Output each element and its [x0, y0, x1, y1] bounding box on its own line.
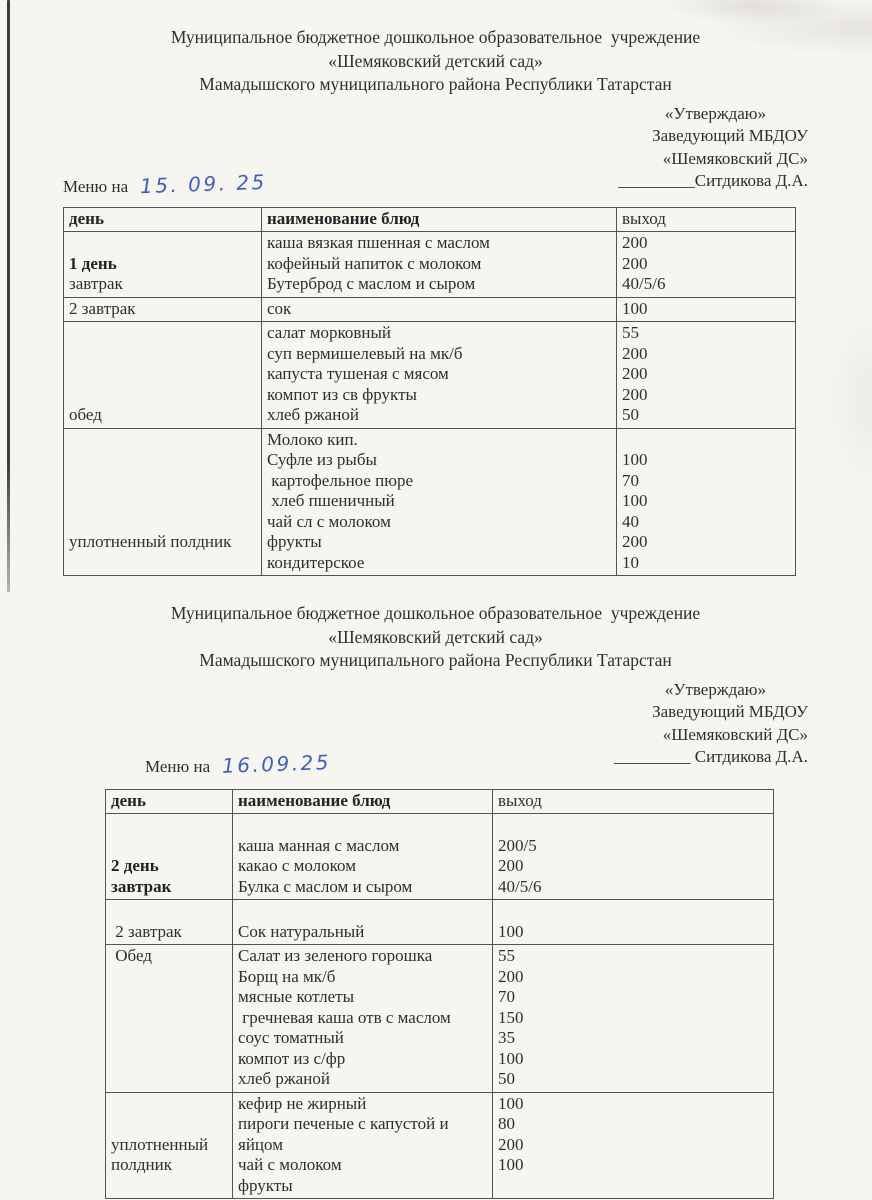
handwritten-date: 16.09.25	[221, 749, 332, 778]
day-cell	[64, 297, 262, 322]
meal-label-line	[69, 491, 255, 512]
meal-label-line	[69, 385, 255, 406]
dish-line: суп вермишелевый на мк/б	[267, 343, 463, 363]
dish-line: кондитерское	[267, 552, 365, 572]
meal-label-line: завтрак	[69, 274, 123, 293]
portion-line: 40	[622, 511, 639, 531]
portion-line	[498, 901, 767, 922]
portion-line: 100	[498, 921, 524, 941]
menu-page-day2	[63, 602, 808, 1199]
dishes-cell	[262, 232, 617, 298]
portion-line: 100	[498, 1093, 524, 1113]
dish-line: какао с молоком	[238, 856, 356, 875]
menu-page-day1	[63, 26, 808, 576]
menu-date-label: Меню на	[63, 176, 129, 196]
portion-line: 200/5	[498, 835, 537, 855]
output-cell	[617, 297, 796, 322]
dishes-cell	[233, 814, 493, 900]
meal-label-line	[111, 1114, 226, 1135]
portion-line: 200	[622, 233, 648, 252]
dish-line: капуста тушеная с мясом	[267, 364, 449, 383]
output-cell	[617, 232, 796, 298]
portion-line: 70	[622, 470, 639, 490]
output-cell	[493, 945, 774, 1093]
meal-label-line	[69, 364, 255, 385]
table-header-cell-0	[106, 789, 233, 814]
dishes-cell	[233, 900, 493, 945]
portion-line	[622, 430, 789, 451]
dish-line: каша вязкая пшенная с маслом	[267, 233, 490, 252]
dish-line: пироги печеные с капустой и	[238, 1114, 449, 1133]
approval-org-short: «Шемяковский ДС»	[662, 148, 808, 168]
portion-line: 200	[622, 343, 648, 363]
portion-line	[498, 815, 767, 836]
meal-label-line	[69, 471, 255, 492]
approval-signature: _________Ситдикова Д.А.	[618, 171, 808, 190]
portion-line: 100	[498, 1155, 524, 1174]
portion-line: 100	[498, 1048, 524, 1068]
dish-line: гречневая каша отв с маслом	[238, 1007, 451, 1027]
meal-label-line: Обед	[111, 946, 152, 965]
meal-label-line	[69, 450, 255, 471]
day-cell	[106, 814, 233, 900]
org-header	[63, 602, 808, 673]
dish-line: хлеб пшеничный	[267, 491, 395, 510]
portion-line: 80	[498, 1114, 515, 1133]
portion-line: 50	[498, 1069, 515, 1088]
portion-line: 200	[498, 856, 524, 875]
org-header	[63, 26, 808, 97]
header-label: выход	[498, 790, 542, 810]
dish-line: Суфле из рыбы	[267, 450, 377, 469]
header-label: выход	[622, 208, 666, 228]
approval-head-title: Заведующий МБДОУ	[652, 126, 808, 145]
meal-label-line	[111, 901, 226, 922]
meal-label-line	[69, 512, 255, 533]
day-cell	[106, 900, 233, 945]
portion-line: 200	[622, 253, 648, 273]
day-cell	[64, 428, 262, 576]
meal-label-line	[111, 1094, 226, 1115]
output-cell	[617, 322, 796, 429]
table-header-cell-1	[233, 789, 493, 814]
day-cell	[106, 1092, 233, 1199]
header-label: день	[111, 790, 146, 810]
org-name-line: Муниципальное бюджетное дошкольное образовательное учреждение	[170, 603, 701, 623]
portion-line: 35	[498, 1028, 515, 1047]
menu-table-day1	[63, 207, 796, 577]
dish-line: салат морковный	[267, 323, 392, 342]
dishes-cell	[262, 322, 617, 429]
approval-utverzhdayu: «Утверждаю»	[664, 103, 766, 123]
table-row	[106, 1092, 774, 1199]
dish-line: кефир не жирный	[238, 1093, 367, 1113]
table-row	[64, 322, 796, 429]
dish-line	[238, 815, 486, 836]
approval-utverzhdayu: «Утверждаю»	[664, 679, 766, 699]
org-name-line: Муниципальное бюджетное дошкольное образовательное учреждение	[170, 27, 701, 47]
dishes-cell	[233, 945, 493, 1093]
org-kindergarten-line: «Шемяковский детский сад»	[328, 50, 543, 71]
portion-line	[498, 1176, 767, 1197]
table-row	[106, 814, 774, 900]
meal-label-line	[111, 1176, 226, 1197]
portion-line: 100	[622, 298, 648, 318]
portion-line: 55	[498, 946, 515, 965]
dish-line: чай сл с молоком	[267, 511, 391, 531]
meal-label-line: уплотненный	[111, 1134, 209, 1154]
table-header-cell-2	[617, 207, 796, 232]
meal-label-line: обед	[69, 405, 102, 424]
portion-line: 200	[498, 1134, 524, 1154]
table-row	[106, 900, 774, 945]
output-cell	[493, 814, 774, 900]
header-label: наименование блюд	[238, 790, 391, 810]
dishes-cell	[262, 297, 617, 322]
day-cell	[64, 322, 262, 429]
approval-signature: _________ Ситдикова Д.А.	[613, 747, 808, 766]
dish-line: сок	[267, 298, 292, 318]
meal-label-line: уплотненный полдник	[69, 532, 232, 551]
meal-label-line: 2 завтрак	[69, 298, 136, 318]
dish-line: Борщ на мк/б	[238, 966, 336, 986]
portion-line: 200	[498, 966, 524, 986]
portion-line: 200	[622, 532, 648, 551]
portion-line: 50	[622, 405, 639, 424]
portion-line: 10	[622, 552, 639, 572]
table-row	[64, 232, 796, 298]
day-cell	[64, 232, 262, 298]
output-cell	[493, 900, 774, 945]
menu-date-label: Меню на	[145, 756, 211, 776]
dish-line: хлеб ржаной	[267, 405, 359, 424]
approval-head-title: Заведующий МБДОУ	[652, 702, 808, 721]
header-label: наименование блюд	[267, 208, 420, 228]
meal-label-line	[69, 553, 255, 574]
table-header-cell-1	[262, 207, 617, 232]
meal-label-line	[69, 323, 255, 344]
menu-table-day2	[105, 789, 774, 1200]
portion-line: 100	[622, 450, 648, 469]
portion-line: 55	[622, 323, 639, 342]
table-row	[64, 428, 796, 576]
meal-label-line: завтрак	[111, 876, 172, 896]
dish-line: чай с молоком	[238, 1155, 342, 1174]
portion-line: 100	[622, 491, 648, 510]
output-cell	[617, 428, 796, 576]
dish-line: Бутерброд с маслом и сыром	[267, 274, 476, 293]
dish-line: кофейный напиток с молоком	[267, 253, 482, 273]
portion-line: 200	[622, 364, 648, 383]
table-header-cell-2	[493, 789, 774, 814]
meal-label-line: полдник	[111, 1155, 172, 1174]
org-district-line: Мамадышского муниципального района Республики Татарстан	[199, 74, 672, 94]
dish-line: соус томатный	[238, 1028, 344, 1047]
day-cell	[106, 945, 233, 1093]
table-header-row	[64, 207, 796, 232]
dish-line: Молоко кип.	[267, 429, 358, 449]
dish-line: Сок натуральный	[238, 921, 365, 941]
org-district-line: Мамадышского муниципального района Республики Татарстан	[199, 650, 672, 670]
meal-label-line: 1 день	[69, 253, 117, 273]
output-cell	[493, 1092, 774, 1199]
meal-label-line: 2 завтрак	[111, 921, 182, 941]
dish-line: яйцом	[238, 1134, 283, 1154]
meal-label-line	[111, 815, 226, 836]
meal-label-line: 2 день	[111, 856, 159, 875]
portion-line: 40/5/6	[498, 876, 542, 896]
dish-line: компот из с/фр	[238, 1048, 346, 1068]
meal-label-line	[69, 233, 255, 254]
dish-line	[238, 901, 486, 922]
meal-label-line	[69, 430, 255, 451]
table-header-row	[106, 789, 774, 814]
dishes-cell	[233, 1092, 493, 1199]
portion-line: 40/5/6	[622, 274, 666, 293]
handwritten-date: 15. 09. 25	[139, 169, 268, 198]
dishes-cell	[262, 428, 617, 576]
portion-line: 150	[498, 1007, 524, 1027]
approval-org-short: «Шемяковский ДС»	[662, 724, 808, 744]
dish-line: фрукты	[238, 1175, 293, 1195]
dish-line: каша манная с маслом	[238, 835, 400, 855]
portion-line: 70	[498, 987, 515, 1006]
meal-label-line	[111, 836, 226, 857]
org-kindergarten-line: «Шемяковский детский сад»	[328, 626, 543, 647]
dish-line: Булка с маслом и сыром	[238, 876, 413, 896]
table-header-cell-0	[64, 207, 262, 232]
dish-line: картофельное пюре	[267, 470, 414, 490]
portion-line: 200	[622, 384, 648, 404]
dish-line: хлеб ржаной	[238, 1069, 330, 1088]
header-label: день	[69, 208, 104, 228]
dish-line: компот из св фрукты	[267, 384, 417, 404]
dish-line: мясные котлеты	[238, 987, 354, 1006]
dish-line: Салат из зеленого горошка	[238, 946, 433, 965]
dish-line: фрукты	[267, 532, 322, 551]
meal-label-line	[69, 344, 255, 365]
table-row	[64, 297, 796, 322]
scan-artifact-left-edge	[7, 0, 10, 592]
table-row	[106, 945, 774, 1093]
